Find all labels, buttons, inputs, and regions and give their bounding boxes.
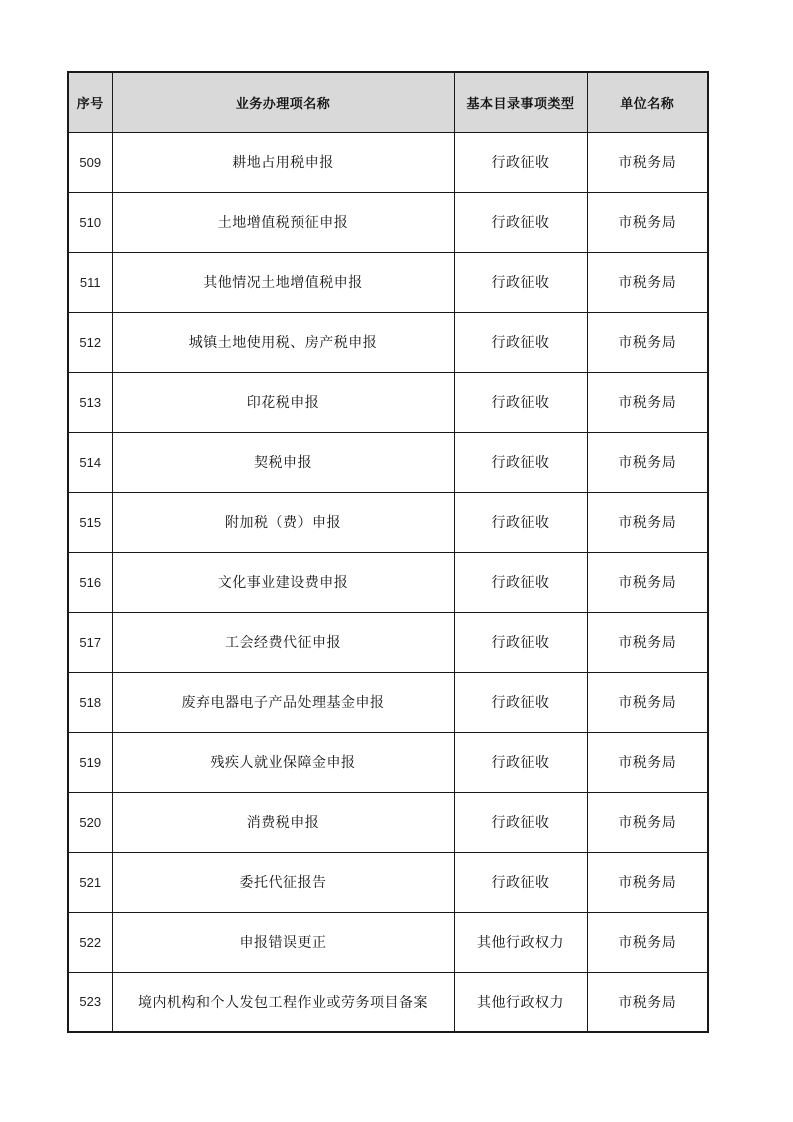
cell-item-type: 行政征收: [454, 492, 587, 552]
table-row: [68, 252, 708, 312]
cell-item-name: 其他情况土地增值税申报: [112, 252, 454, 312]
cell-serial-number: 519: [68, 732, 112, 792]
cell-serial-number: 512: [68, 312, 112, 372]
cell-item-type: 行政征收: [454, 252, 587, 312]
cell-unit-name: 市税务局: [587, 372, 708, 432]
cell-unit-name: 市税务局: [587, 612, 708, 672]
cell-item-type: 行政征收: [454, 432, 587, 492]
table-row: [68, 732, 708, 792]
cell-serial-number: 515: [68, 492, 112, 552]
cell-item-name: 附加税（费）申报: [112, 492, 454, 552]
table-row: [68, 972, 708, 1032]
cell-item-name: 申报错误更正: [112, 912, 454, 972]
table-row: [68, 492, 708, 552]
cell-unit-name: 市税务局: [587, 432, 708, 492]
header-unit-name: 单位名称: [587, 72, 708, 132]
table-row: [68, 912, 708, 972]
cell-unit-name: 市税务局: [587, 792, 708, 852]
cell-unit-name: 市税务局: [587, 132, 708, 192]
cell-unit-name: 市税务局: [587, 852, 708, 912]
cell-unit-name: 市税务局: [587, 732, 708, 792]
cell-item-type: 其他行政权力: [454, 912, 587, 972]
cell-unit-name: 市税务局: [587, 912, 708, 972]
cell-item-name: 土地增值税预征申报: [112, 192, 454, 252]
cell-unit-name: 市税务局: [587, 552, 708, 612]
cell-serial-number: 518: [68, 672, 112, 732]
cell-serial-number: 521: [68, 852, 112, 912]
table-row: [68, 132, 708, 192]
cell-serial-number: 509: [68, 132, 112, 192]
table-row: [68, 672, 708, 732]
cell-item-type: 行政征收: [454, 372, 587, 432]
cell-item-name: 委托代征报告: [112, 852, 454, 912]
cell-serial-number: 514: [68, 432, 112, 492]
cell-unit-name: 市税务局: [587, 312, 708, 372]
cell-serial-number: 523: [68, 972, 112, 1032]
table-row: [68, 312, 708, 372]
cell-item-type: 行政征收: [454, 312, 587, 372]
item-table: [67, 71, 709, 1033]
cell-serial-number: 510: [68, 192, 112, 252]
cell-unit-name: 市税务局: [587, 492, 708, 552]
cell-item-name: 消费税申报: [112, 792, 454, 852]
cell-serial-number: 511: [68, 252, 112, 312]
cell-unit-name: 市税务局: [587, 972, 708, 1032]
table-row: [68, 552, 708, 612]
cell-item-name: 废弃电器电子产品处理基金申报: [112, 672, 454, 732]
cell-item-name: 契税申报: [112, 432, 454, 492]
table-row: [68, 432, 708, 492]
cell-serial-number: 517: [68, 612, 112, 672]
cell-unit-name: 市税务局: [587, 192, 708, 252]
cell-serial-number: 522: [68, 912, 112, 972]
header-item-name: 业务办理项名称: [112, 72, 454, 132]
cell-item-name: 工会经费代征申报: [112, 612, 454, 672]
cell-item-name: 城镇土地使用税、房产税申报: [112, 312, 454, 372]
table-row: [68, 372, 708, 432]
cell-item-type: 行政征收: [454, 732, 587, 792]
cell-serial-number: 516: [68, 552, 112, 612]
table-row: [68, 192, 708, 252]
cell-item-type: 行政征收: [454, 132, 587, 192]
cell-item-type: 其他行政权力: [454, 972, 587, 1032]
cell-unit-name: 市税务局: [587, 252, 708, 312]
cell-item-type: 行政征收: [454, 852, 587, 912]
cell-item-name: 印花税申报: [112, 372, 454, 432]
cell-item-name: 境内机构和个人发包工程作业或劳务项目备案: [112, 972, 454, 1032]
cell-unit-name: 市税务局: [587, 672, 708, 732]
header-item-type: 基本目录事项类型: [454, 72, 587, 132]
cell-serial-number: 513: [68, 372, 112, 432]
table-row: [68, 852, 708, 912]
header-serial-number: 序号: [68, 72, 112, 132]
table-header-row: [68, 72, 708, 132]
cell-item-type: 行政征收: [454, 612, 587, 672]
cell-item-type: 行政征收: [454, 792, 587, 852]
table-row: [68, 792, 708, 852]
cell-item-type: 行政征收: [454, 192, 587, 252]
cell-item-name: 残疾人就业保障金申报: [112, 732, 454, 792]
cell-item-type: 行政征收: [454, 552, 587, 612]
cell-item-type: 行政征收: [454, 672, 587, 732]
cell-item-name: 文化事业建设费申报: [112, 552, 454, 612]
cell-serial-number: 520: [68, 792, 112, 852]
cell-item-name: 耕地占用税申报: [112, 132, 454, 192]
table-row: [68, 612, 708, 672]
